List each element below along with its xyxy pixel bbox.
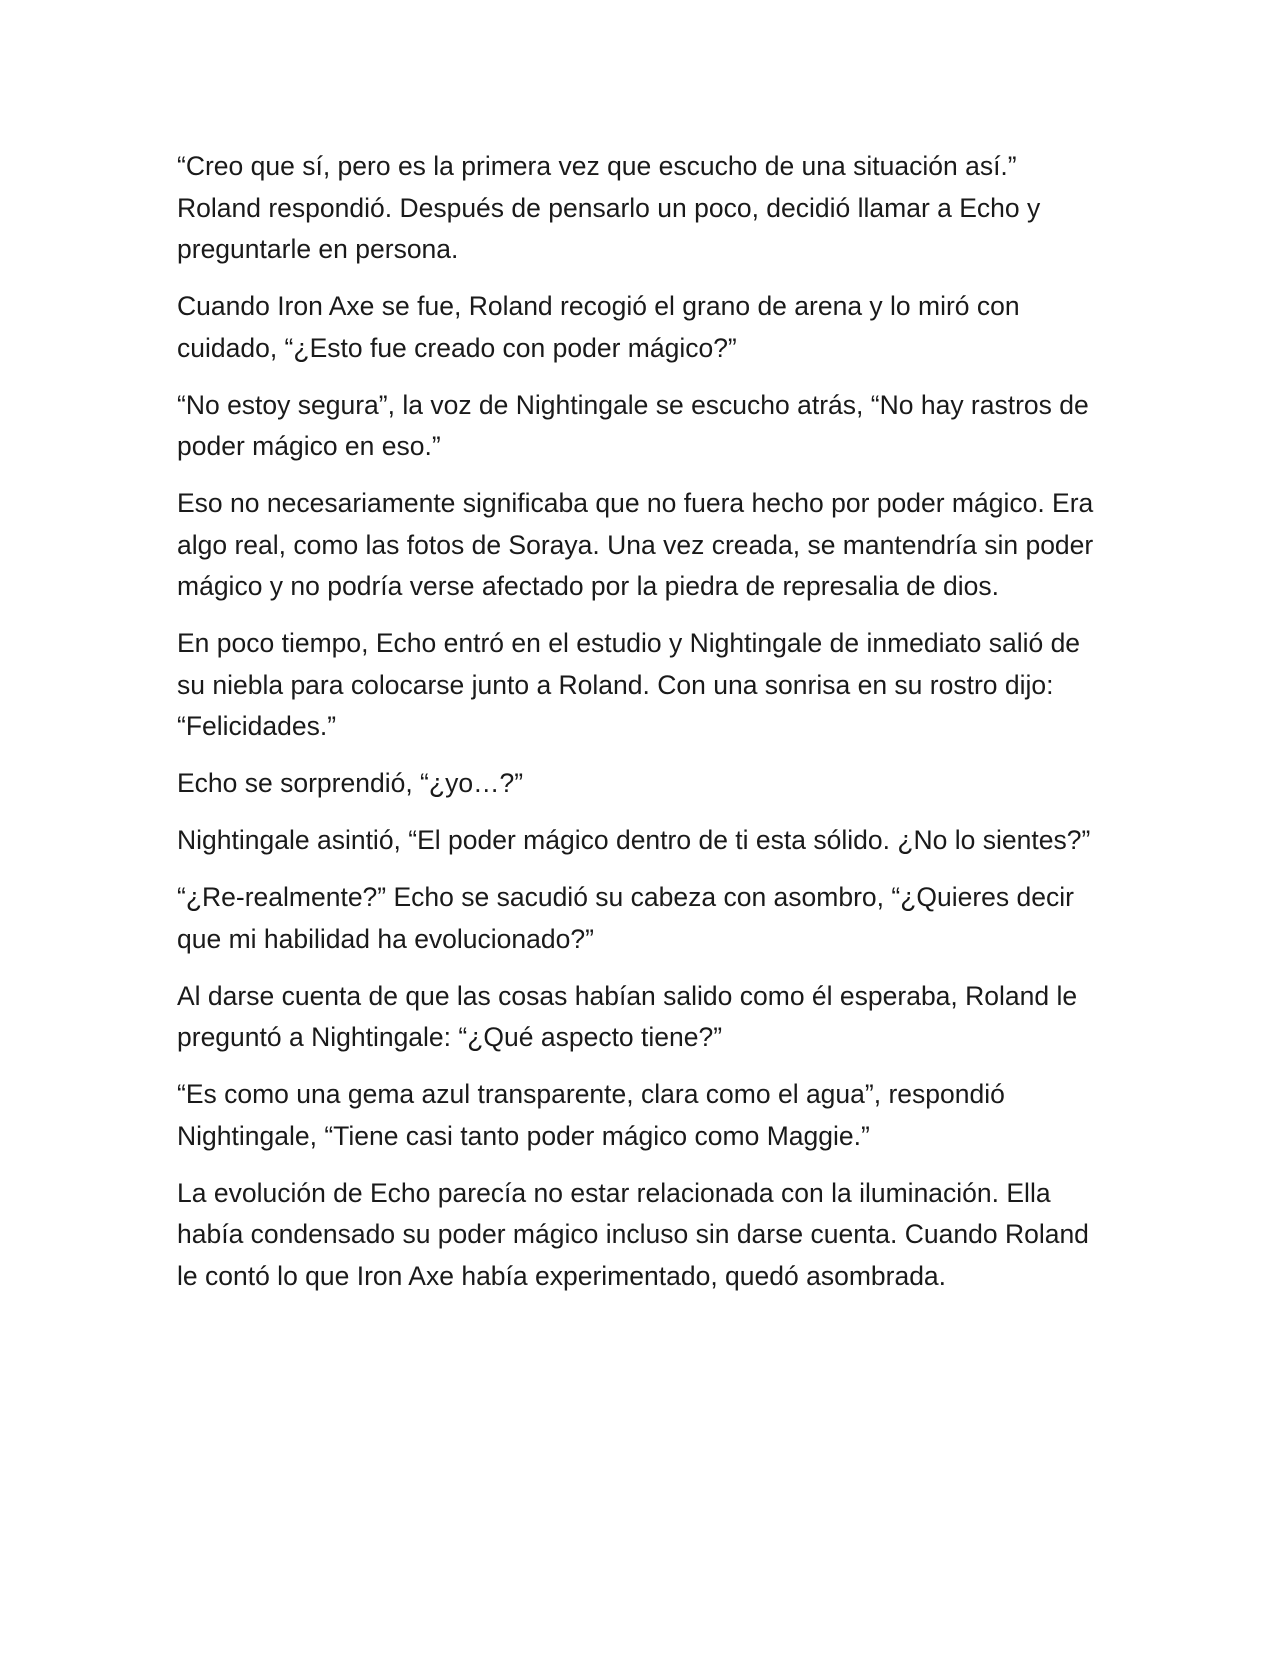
paragraph-8: “¿Re-realmente?” Echo se sacudió su cabeza con asombro, “¿Quieres decir que mi habilidad ha evolucionado?” [177, 882, 1074, 954]
paragraph-6: Echo se sorprendió, “¿yo…?” [177, 768, 524, 798]
paragraph-7: Nightingale asintió, “El poder mágico dentro de ti esta sólido. ¿No lo sientes?” [177, 825, 1091, 855]
paragraph-1: “Creo que sí, pero es la primera vez que escucho de una situación así.” Roland respondió. Después de pensarlo un poco, decidió llamar a Echo y preguntarle en persona. [177, 151, 1041, 264]
paragraph-11: La evolución de Echo parecía no estar relacionada con la iluminación. Ella había condensado su poder mágico incluso sin darse cuenta. Cuando Roland le contó lo que Iron Axe había experimentado, quedó asombrada. [177, 1177, 1089, 1291]
paragraph-2: Cuando Iron Axe se fue, Roland recogió el grano de arena y lo miró con cuidado, “¿Esto fue creado con poder mágico?” [177, 291, 1020, 363]
paragraph-4: Eso no necesariamente significaba que no fuera hecho por poder mágico. Era algo real, como las fotos de Soraya. Una vez creada, se mantendría sin poder mágico y no podría verse afectado por la piedra de represalia de dios. [177, 488, 1094, 601]
document-body [177, 146, 1107, 1313]
paragraph-5: En poco tiempo, Echo entró en el estudio y Nightingale de inmediato salió de su niebla para colocarse junto a Roland. Con una sonrisa en su rostro dijo: “Felicidades.” [177, 628, 1081, 741]
paragraph-10: “Es como una gema azul transparente, clara como el agua”, respondió Nightingale, “Tiene casi tanto poder mágico como Maggie.” [177, 1079, 1005, 1151]
paragraph-9: Al darse cuenta de que las cosas habían salido como él esperaba, Roland le preguntó a Nightingale: “¿Qué aspecto tiene?” [177, 980, 1078, 1052]
paragraph-3: “No estoy segura”, la voz de Nightingale se escucho atrás, “No hay rastros de poder mágico en eso.” [177, 389, 1089, 461]
